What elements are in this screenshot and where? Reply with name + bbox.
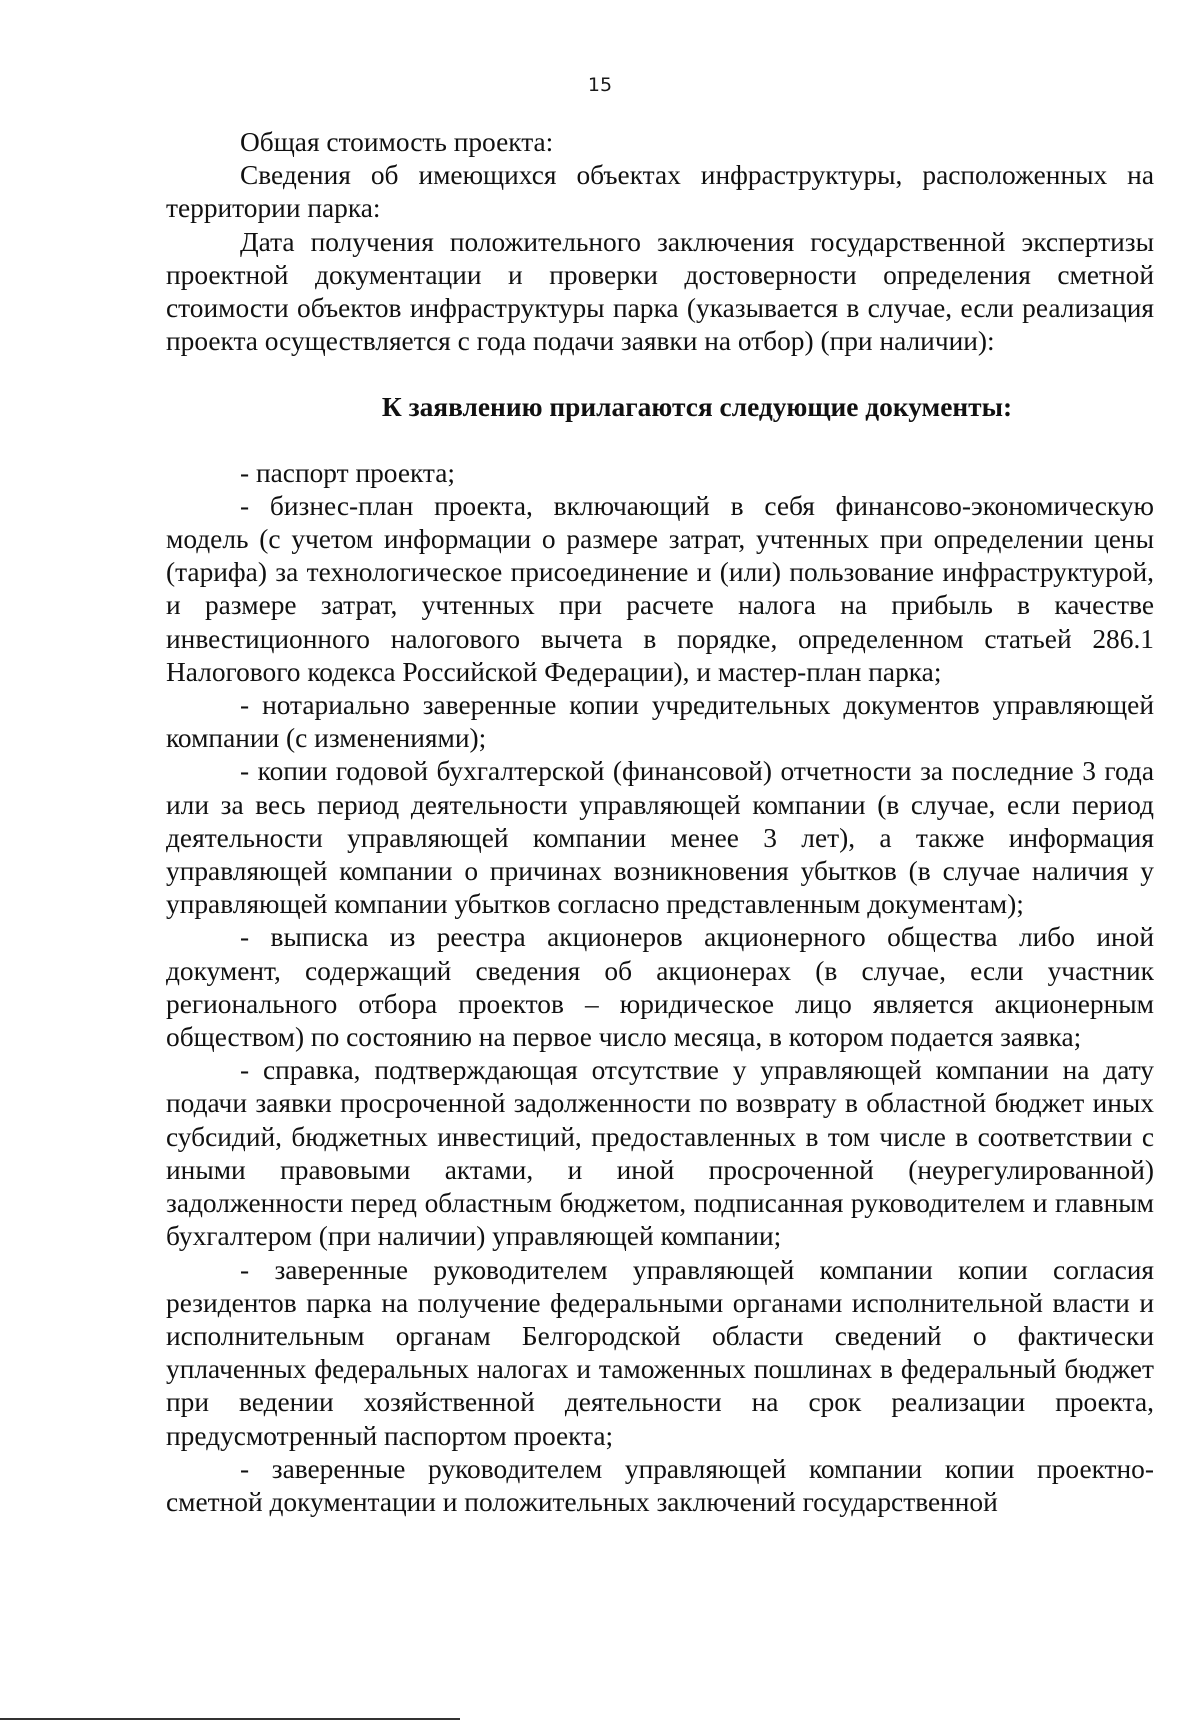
paragraph-infrastructure-info: Сведения об имеющихся объектах инфраструктуры, расположенных на территории парка: xyxy=(166,160,1154,224)
bottom-edge-line xyxy=(0,1718,460,1720)
list-item-business-plan: - бизнес-план проекта, включающий в себя финансово-экономическую модель (с учетом информации о размере затрат, учтенных при определении цены (тарифа) за технологическое присоединение и (или) пользование инфраструктурой, и размере затрат, учтенных при расчете налога на прибыль в качестве инвестиционного налогового вычета в порядке, определенном статьей 286.1 Налогового кодекса Российской Федерации), и мастер-план парка; xyxy=(166,490,1154,687)
list-item-design-estimates: - заверенные руководителем управляющей компании копии проектно-сметной документации и положительных заключений государственной xyxy=(166,1453,1154,1517)
paragraph-expertise-date: Дата получения положительного заключения государственной экспертизы проектной документации и проверки достоверности определения сметной стоимости объектов инфраструктуры парка (указывается в случае, если реализация проекта осуществляется с года подачи заявки на отбор) (при наличии): xyxy=(166,226,1154,357)
list-item-debt-certificate: - справка, подтверждающая отсутствие у управляющей компании на дату подачи заявки просроченной задолженности по возврату в областной бюджет иных субсидий, бюджетных инвестиций, предоставленных в том числе в соответствии с иными правовыми актами, и иной просроченной (неурегулированной) задолженности перед областным бюджетом, подписанная руководителем и главным бухгалтером (при наличии) управляющей компании; xyxy=(166,1055,1154,1252)
paragraph-total-cost: Общая стоимость проекта: xyxy=(240,127,554,157)
list-item-shareholder-register: - выписка из реестра акционеров акционерного общества либо иной документ, содержащий сведения об акционерах (в случае, если участник регионального отбора проектов – юридическое лицо является акционерным обществом) по состоянию на первое число месяца, в котором подается заявка; xyxy=(166,922,1154,1053)
document-body xyxy=(166,126,1154,1519)
list-item-financial-statements: - копии годовой бухгалтерской (финансовой) отчетности за последние 3 года или за весь период деятельности управляющей компании (в случае, если период деятельности управляющей компании менее 3 лет), а также информация управляющей компании о причинах возникновения убытков (в случае наличия у управляющей компании убытков согласно представленным документам); xyxy=(166,756,1154,920)
list-item-project-passport: - паспорт проекта; xyxy=(240,457,456,488)
attached-documents-heading: К заявлению прилагаются следующие документы: xyxy=(381,392,1013,423)
list-item-founding-documents: - нотариально заверенные копии учредительных документов управляющей компании (с изменениями); xyxy=(166,690,1154,754)
page-number: 15 xyxy=(587,74,613,96)
list-item-resident-consents: - заверенные руководителем управляющей компании копии согласия резидентов парка на получение федеральными органами исполнительной власти и исполнительным органам Белгородской области сведений о фактически уплаченных федеральных налогах и таможенных пошлинах в федеральный бюджет при ведении хозяйственной деятельности на срок реализации проекта, предусмотренный паспортом проекта; xyxy=(166,1254,1154,1451)
